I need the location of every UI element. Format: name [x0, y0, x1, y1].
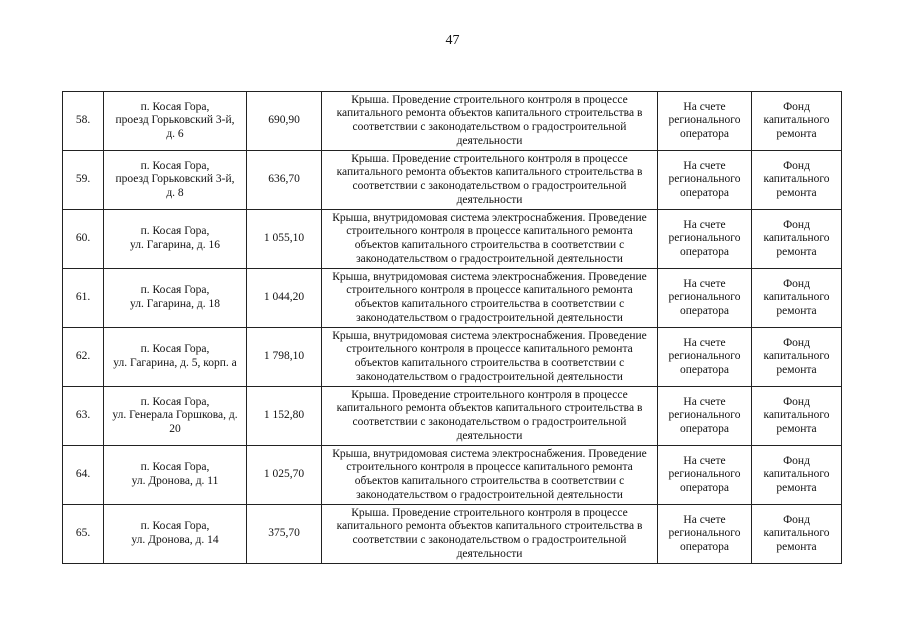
- funding-source-cell: Фонд капитального ремонта: [752, 210, 842, 269]
- account-method-cell: На счете регионального оператора: [658, 328, 752, 387]
- funding-source-cell: Фонд капитального ремонта: [752, 328, 842, 387]
- area-cell: 636,70: [247, 151, 322, 210]
- row-number: 62.: [63, 328, 104, 387]
- work-description-cell: Крыша. Проведение строительного контроля в процессе капитального ремонта объектов капитального строительства в соответствии с законодательством о градостроительной деятельности: [322, 505, 658, 564]
- row-number: 63.: [63, 387, 104, 446]
- account-method-cell: На счете регионального оператора: [658, 446, 752, 505]
- row-number: 64.: [63, 446, 104, 505]
- address-cell: п. Косая Гора, ул. Дронова, д. 14: [104, 505, 247, 564]
- area-cell: 690,90: [247, 92, 322, 151]
- work-description-cell: Крыша, внутридомовая система электроснабжения. Проведение строительного контроля в процессе капитального ремонта объектов капитального строительства в соответствии с законодательством о градостроительной деятельности: [322, 328, 658, 387]
- table-row: [63, 151, 842, 210]
- account-method-cell: На счете регионального оператора: [658, 505, 752, 564]
- funding-source-cell: Фонд капитального ремонта: [752, 505, 842, 564]
- table-row: [63, 446, 842, 505]
- address-cell: п. Косая Гора, ул. Генерала Горшкова, д. 20: [104, 387, 247, 446]
- table-row: [63, 269, 842, 328]
- area-cell: 375,70: [247, 505, 322, 564]
- area-cell: 1 044,20: [247, 269, 322, 328]
- account-method-cell: На счете регионального оператора: [658, 151, 752, 210]
- area-cell: 1 798,10: [247, 328, 322, 387]
- page-number: 47: [445, 33, 460, 48]
- funding-source-cell: Фонд капитального ремонта: [752, 92, 842, 151]
- address-cell: п. Косая Гора, ул. Дронова, д. 11: [104, 446, 247, 505]
- area-cell: 1 055,10: [247, 210, 322, 269]
- area-cell: 1 152,80: [247, 387, 322, 446]
- funding-source-cell: Фонд капитального ремонта: [752, 387, 842, 446]
- address-cell: п. Косая Гора, ул. Гагарина, д. 18: [104, 269, 247, 328]
- repair-program-table: [62, 91, 842, 564]
- work-description-cell: Крыша, внутридомовая система электроснабжения. Проведение строительного контроля в процессе капитального ремонта объектов капитального строительства в соответствии с законодательством о градостроительной деятельности: [322, 210, 658, 269]
- work-description-cell: Крыша. Проведение строительного контроля в процессе капитального ремонта объектов капитального строительства в соответствии с законодательством о градостроительной деятельности: [322, 387, 658, 446]
- table-row: [63, 92, 842, 151]
- table-row: [63, 387, 842, 446]
- work-description-cell: Крыша. Проведение строительного контроля в процессе капитального ремонта объектов капитального строительства в соответствии с законодательством о градостроительной деятельности: [322, 151, 658, 210]
- row-number: 65.: [63, 505, 104, 564]
- account-method-cell: На счете регионального оператора: [658, 92, 752, 151]
- funding-source-cell: Фонд капитального ремонта: [752, 151, 842, 210]
- work-description-cell: Крыша, внутридомовая система электроснабжения. Проведение строительного контроля в процессе капитального ремонта объектов капитального строительства в соответствии с законодательством о градостроительной деятельности: [322, 269, 658, 328]
- work-description-cell: Крыша, внутридомовая система электроснабжения. Проведение строительного контроля в процессе капитального ремонта объектов капитального строительства в соответствии с законодательством о градостроительной деятельности: [322, 446, 658, 505]
- row-number: 61.: [63, 269, 104, 328]
- funding-source-cell: Фонд капитального ремонта: [752, 446, 842, 505]
- row-number: 59.: [63, 151, 104, 210]
- account-method-cell: На счете регионального оператора: [658, 387, 752, 446]
- table-row: [63, 505, 842, 564]
- address-cell: п. Косая Гора, проезд Горьковский 3-й, д. 6: [104, 92, 247, 151]
- account-method-cell: На счете регионального оператора: [658, 210, 752, 269]
- address-cell: п. Косая Гора, проезд Горьковский 3-й, д. 8: [104, 151, 247, 210]
- table-row: [63, 328, 842, 387]
- account-method-cell: На счете регионального оператора: [658, 269, 752, 328]
- row-number: 60.: [63, 210, 104, 269]
- row-number: 58.: [63, 92, 104, 151]
- table-row: [63, 210, 842, 269]
- work-description-cell: Крыша. Проведение строительного контроля в процессе капитального ремонта объектов капитального строительства в соответствии с законодательством о градостроительной деятельности: [322, 92, 658, 151]
- area-cell: 1 025,70: [247, 446, 322, 505]
- funding-source-cell: Фонд капитального ремонта: [752, 269, 842, 328]
- address-cell: п. Косая Гора, ул. Гагарина, д. 5, корп. а: [104, 328, 247, 387]
- address-cell: п. Косая Гора, ул. Гагарина, д. 16: [104, 210, 247, 269]
- table-body: [63, 92, 842, 564]
